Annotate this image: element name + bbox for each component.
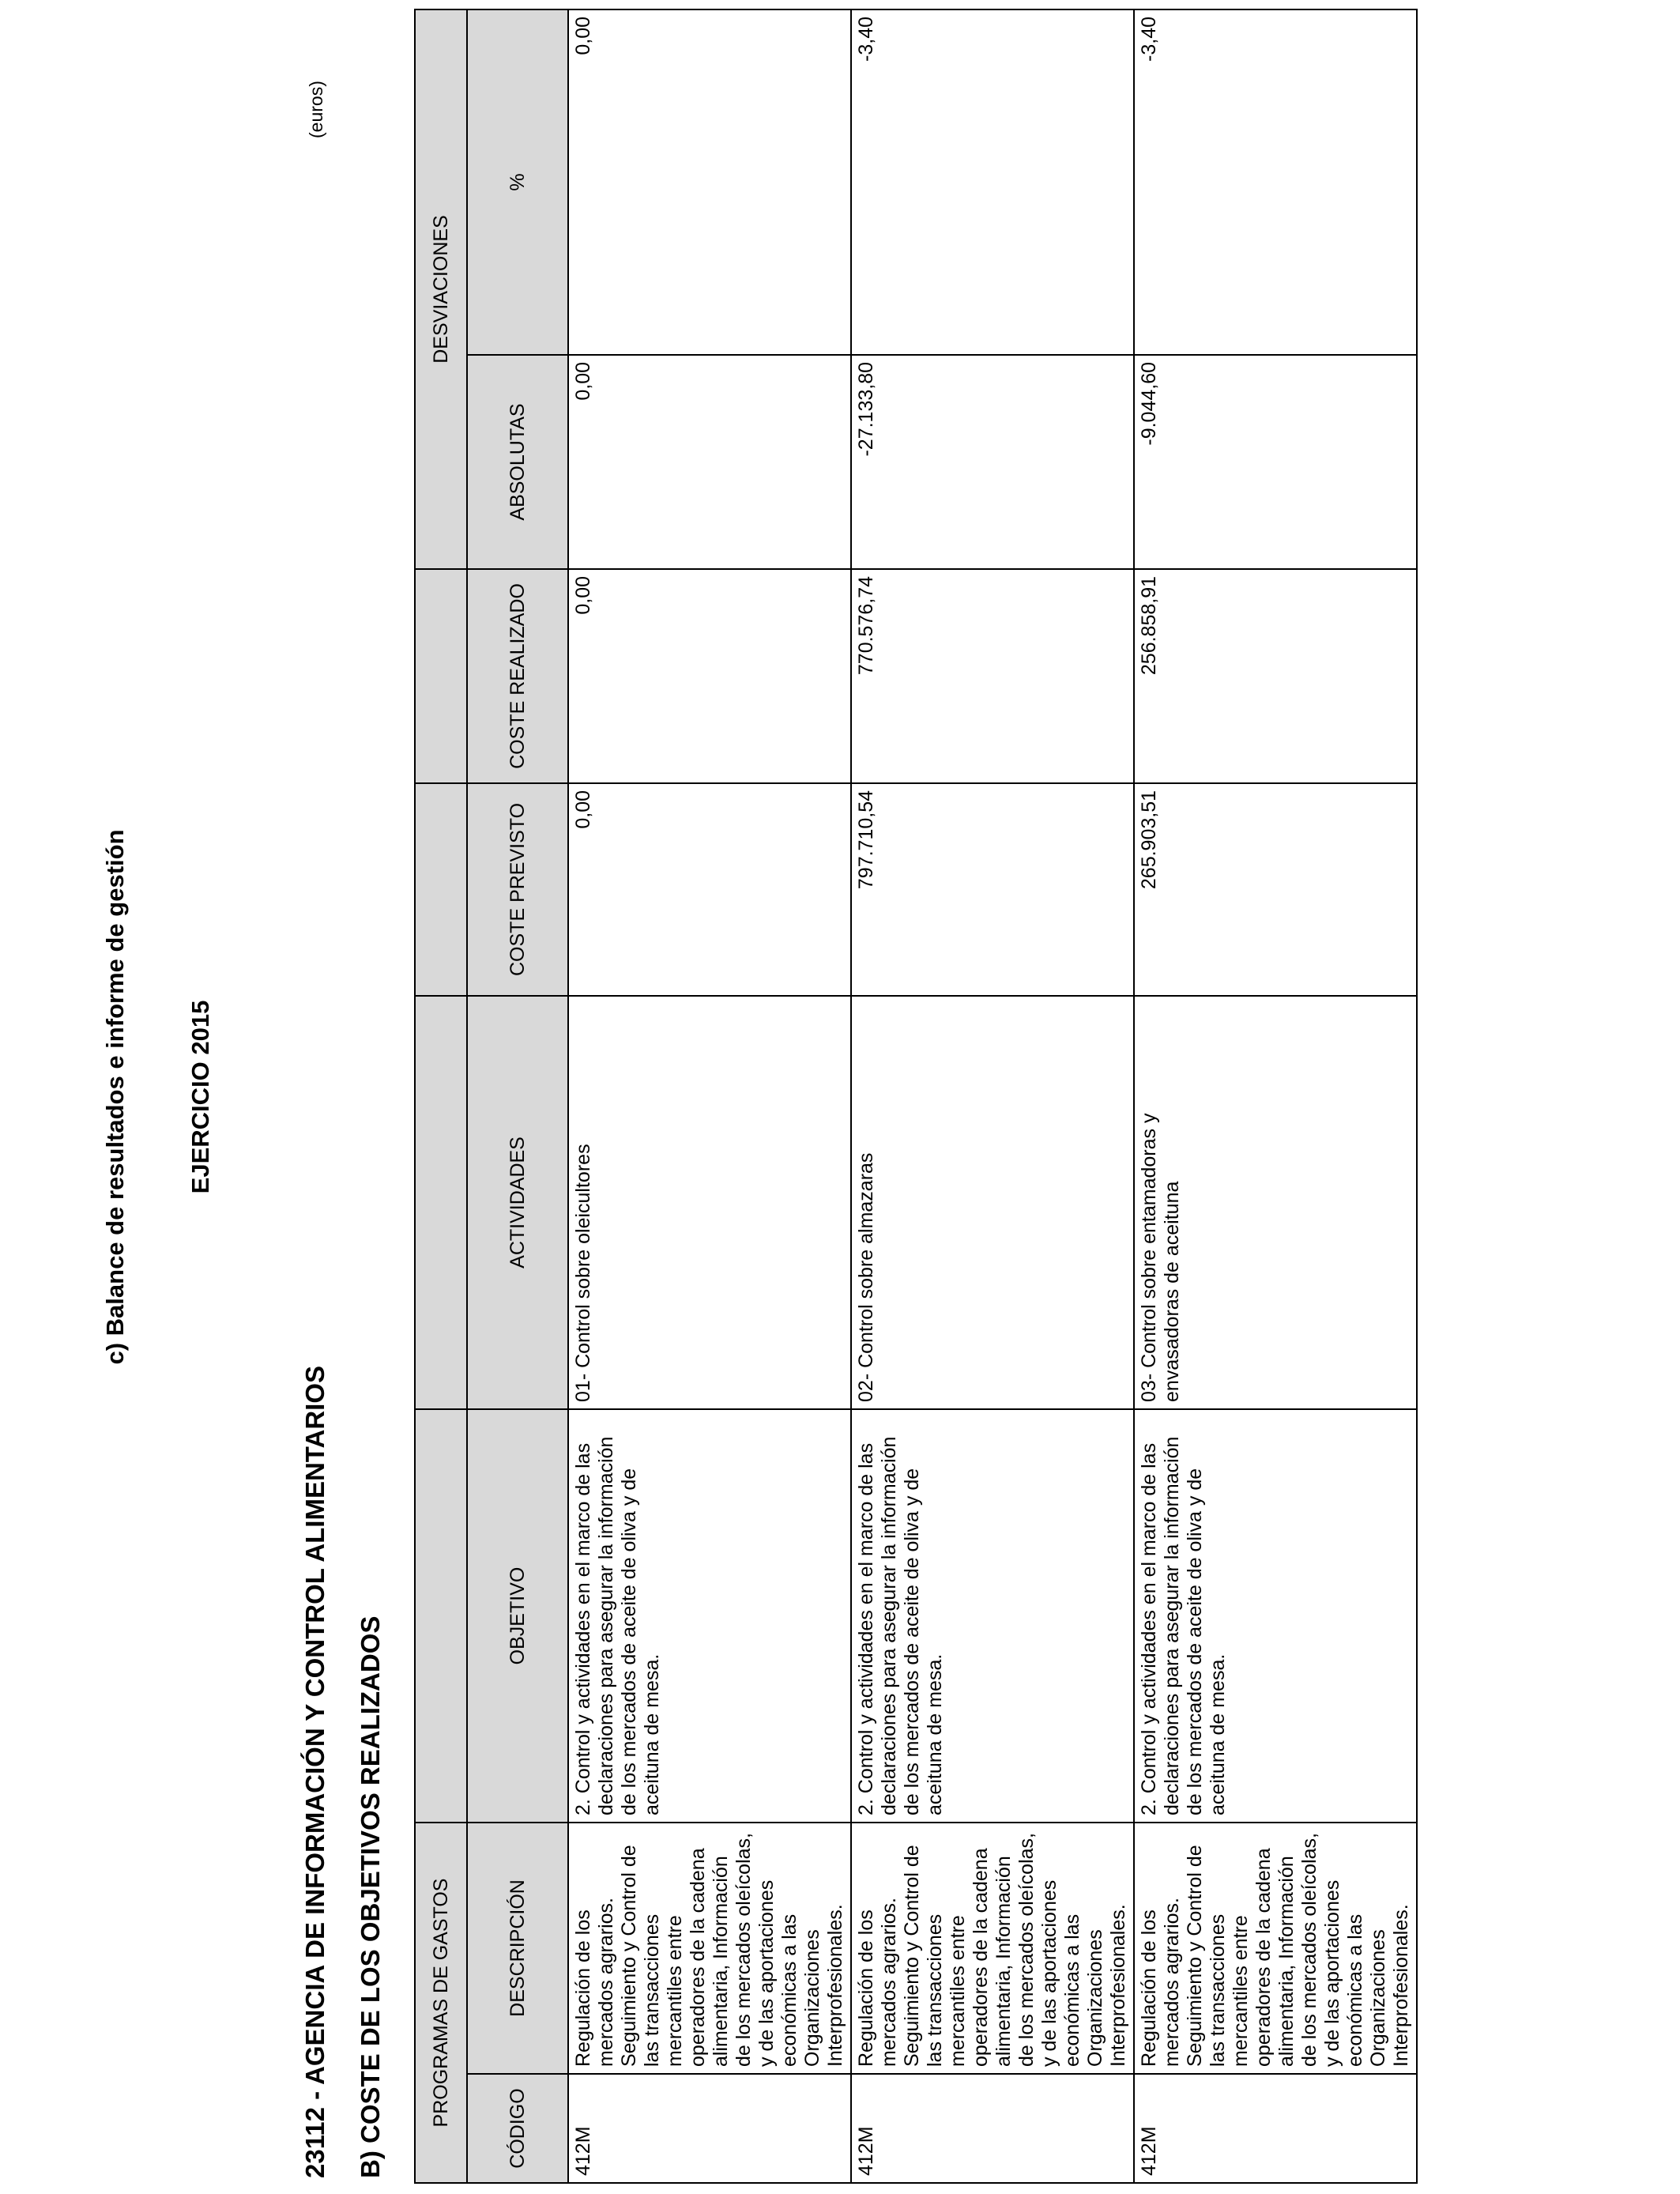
col-header-actividades: ACTIVIDADES — [467, 996, 568, 1409]
cell-codigo: 412M — [568, 2074, 851, 2183]
cell-actividades: 02- Control sobre almazaras — [851, 996, 1134, 1409]
col-header-objetivo: OBJETIVO — [467, 1409, 568, 1823]
col-header-descripcion: DESCRIPCIÓN — [467, 1823, 568, 2074]
cell-coste-realizado: 770.576,74 — [851, 569, 1134, 783]
cell-porcentaje: -3,40 — [851, 9, 1134, 355]
group-header-blank-4 — [415, 569, 467, 783]
group-header-desviaciones: DESVIACIONES — [415, 9, 467, 569]
table-row — [851, 9, 1134, 2183]
cell-objetivo: 2. Control y actividades en el marco de las declaraciones para asegurar la información de los mercados de aceite de oliva y de aceituna de mesa. — [851, 1409, 1134, 1823]
cell-objetivo: 2. Control y actividades en el marco de las declaraciones para asegurar la información de los mercados de aceite de oliva y de aceituna de mesa. — [568, 1409, 851, 1823]
cell-codigo: 412M — [851, 2074, 1134, 2183]
col-header-codigo: CÓDIGO — [467, 2074, 568, 2183]
col-header-coste-realizado: COSTE REALIZADO — [467, 569, 568, 783]
cell-porcentaje: -3,40 — [1134, 9, 1417, 355]
cell-codigo: 412M — [1134, 2074, 1417, 2183]
objectives-cost-table — [414, 9, 1418, 2184]
group-header-blank-2 — [415, 996, 467, 1409]
table-row — [568, 9, 851, 2183]
col-header-porcentaje: % — [467, 9, 568, 355]
currency-note: (euros) — [306, 81, 326, 138]
group-header-blank-1 — [415, 1409, 467, 1823]
cell-porcentaje: 0,00 — [568, 9, 851, 355]
cell-coste-realizado: 0,00 — [568, 569, 851, 783]
cell-descripcion: Regulación de los mercados agrarios. Seguimiento y Control de las transacciones mercantiles entre operadores de la cadena alimentaria, Información de los mercados oleícolas, y de las aportaciones económicas a las Organizaciones Interprofesionales. — [851, 1823, 1134, 2074]
agency-heading: 23112 - AGENCIA DE INFORMACIÓN Y CONTROL ALIMENTARIOS — [300, 1365, 330, 2178]
column-header-row — [467, 9, 568, 2183]
cell-coste-realizado: 256.858,91 — [1134, 569, 1417, 783]
cell-descripcion: Regulación de los mercados agrarios. Seguimiento y Control de las transacciones mercantiles entre operadores de la cadena alimentaria, Información de los mercados oleícolas, y de las aportaciones económicas a las Organizaciones Interprofesionales. — [1134, 1823, 1417, 2074]
group-header-row — [415, 9, 467, 2183]
cell-absolutas: -27.133,80 — [851, 355, 1134, 569]
section-heading: B) COSTE DE LOS OBJETIVOS REALIZADOS — [356, 1615, 385, 2178]
col-header-coste-previsto: COSTE PREVISTO — [467, 783, 568, 996]
table-row — [1134, 9, 1417, 2183]
cell-coste-previsto: 797.710,54 — [851, 783, 1134, 996]
cell-coste-previsto: 265.903,51 — [1134, 783, 1417, 996]
col-header-absolutas: ABSOLUTAS — [467, 355, 568, 569]
cell-objetivo: 2. Control y actividades en el marco de las declaraciones para asegurar la información de los mercados de aceite de oliva y de aceituna de mesa. — [1134, 1409, 1417, 1823]
cell-absolutas: -9.044,60 — [1134, 355, 1417, 569]
document-title: c) Balance de resultados e informe de gestión — [101, 829, 129, 1365]
exercise-year: EJERCICIO 2015 — [186, 1000, 214, 1194]
cell-actividades: 01- Control sobre oleicultores — [568, 996, 851, 1409]
cell-absolutas: 0,00 — [568, 355, 851, 569]
cell-descripcion: Regulación de los mercados agrarios. Seguimiento y Control de las transacciones mercantiles entre operadores de la cadena alimentaria, Información de los mercados oleícolas, y de las aportaciones económicas a las Organizaciones Interprofesionales. — [568, 1823, 851, 2074]
cell-actividades: 03- Control sobre entamadoras y envasadoras de aceituna — [1134, 996, 1417, 1409]
group-header-programas: PROGRAMAS DE GASTOS — [415, 1823, 467, 2183]
group-header-blank-3 — [415, 783, 467, 996]
cell-coste-previsto: 0,00 — [568, 783, 851, 996]
